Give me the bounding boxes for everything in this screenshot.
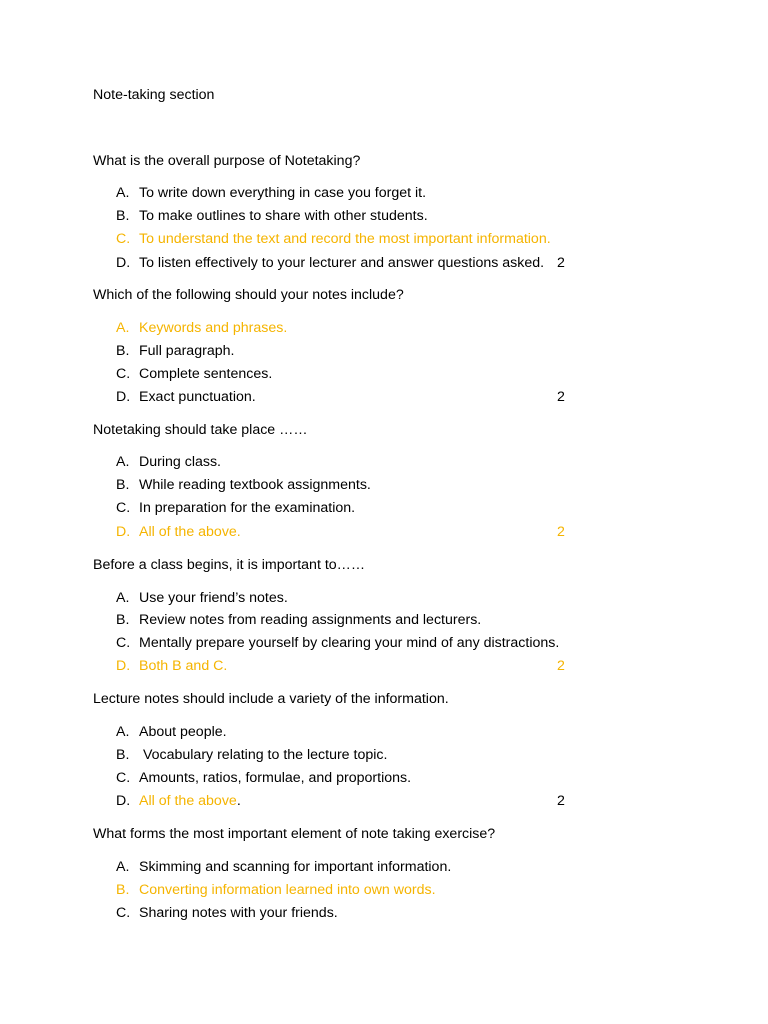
q5-option-c <box>116 770 576 788</box>
option-letter: C. <box>116 905 131 921</box>
question-2: Which of the following should your notes include? <box>93 287 404 303</box>
option-letter: A. <box>116 454 130 470</box>
option-letter: A. <box>116 724 130 740</box>
section-title: Note-taking section <box>93 87 215 103</box>
option-text: During class. <box>139 454 222 470</box>
q3-option-b <box>116 477 576 495</box>
q4-option-c <box>116 635 576 653</box>
answer-suffix: . <box>236 793 241 809</box>
option-letter: B. <box>116 882 130 898</box>
option-text: Vocabulary relating to the lecture topic. <box>139 747 388 763</box>
option-text: Both B and C. <box>139 658 228 674</box>
option-letter: D. <box>116 658 131 674</box>
option-letter: B. <box>116 343 130 359</box>
option-letter: B. <box>116 747 130 763</box>
option-letter: C. <box>116 770 131 786</box>
answer-text: All of the above <box>139 793 237 809</box>
option-letter: D. <box>116 524 131 540</box>
question-mark-value: 2 <box>557 389 565 405</box>
option-text: While reading textbook assignments. <box>139 477 371 493</box>
q5-option-a <box>116 724 576 742</box>
option-text: Use your friend’s notes. <box>139 590 288 606</box>
q3-option-a <box>116 454 576 472</box>
option-letter: D. <box>116 389 131 405</box>
option-text: In preparation for the examination. <box>139 500 356 516</box>
option-text: All of the above. <box>139 524 241 540</box>
option-text <box>139 793 241 809</box>
option-letter: A. <box>116 859 130 875</box>
option-letter: B. <box>116 477 130 493</box>
option-letter: C. <box>116 231 131 247</box>
option-letter: D. <box>116 793 131 809</box>
option-text: To understand the text and record the most important information. <box>139 231 551 247</box>
question-mark-value: 2 <box>557 255 565 271</box>
option-letter: C. <box>116 366 131 382</box>
q3-option-d-answer <box>116 524 576 542</box>
option-letter: B. <box>116 612 130 628</box>
q4-option-d-answer <box>116 658 576 676</box>
option-text: Amounts, ratios, formulae, and proportions. <box>139 770 412 786</box>
option-text: To write down everything in case you forget it. <box>139 185 427 201</box>
option-text: To listen effectively to your lecturer and answer questions asked. <box>139 255 545 271</box>
option-letter: B. <box>116 208 130 224</box>
option-text: Converting information learned into own words. <box>139 882 436 898</box>
option-text: Full paragraph. <box>139 343 235 359</box>
q2-option-b <box>116 343 576 361</box>
option-letter: A. <box>116 185 130 201</box>
option-letter: A. <box>116 320 130 336</box>
option-text: Keywords and phrases. <box>139 320 288 336</box>
option-text: Mentally prepare yourself by clearing your mind of any distractions. <box>139 635 560 651</box>
option-letter: D. <box>116 255 131 271</box>
q6-option-a <box>116 859 576 877</box>
question-6: What forms the most important element of note taking exercise? <box>93 826 496 842</box>
option-letter: A. <box>116 590 130 606</box>
option-letter: C. <box>116 500 131 516</box>
q2-option-d <box>116 389 576 407</box>
q1-option-b <box>116 208 576 226</box>
q4-option-a <box>116 590 576 608</box>
option-text: Complete sentences. <box>139 366 273 382</box>
q1-option-a <box>116 185 576 203</box>
option-text: Sharing notes with your friends. <box>139 905 338 921</box>
q2-option-a-answer <box>116 320 576 338</box>
q6-option-b-answer <box>116 882 576 900</box>
q5-option-b <box>116 747 576 765</box>
question-mark-value: 2 <box>557 793 565 809</box>
question-3: Notetaking should take place …… <box>93 422 308 438</box>
q6-option-c <box>116 905 576 923</box>
q3-option-c <box>116 500 576 518</box>
question-mark-value: 2 <box>557 658 565 674</box>
q5-option-d-answer <box>116 793 576 811</box>
question-5: Lecture notes should include a variety of the information. <box>93 691 449 707</box>
q1-option-c-answer <box>116 231 576 249</box>
q1-option-d <box>116 255 576 273</box>
option-text: Skimming and scanning for important information. <box>139 859 452 875</box>
option-text: Review notes from reading assignments and lecturers. <box>139 612 482 628</box>
question-1: What is the overall purpose of Notetaking? <box>93 153 361 169</box>
option-letter: C. <box>116 635 131 651</box>
option-text: About people. <box>139 724 227 740</box>
q2-option-c <box>116 366 576 384</box>
option-text: Exact punctuation. <box>139 389 256 405</box>
q4-option-b <box>116 612 576 630</box>
question-mark-value: 2 <box>557 524 565 540</box>
question-4: Before a class begins, it is important to…… <box>93 557 366 573</box>
option-text: To make outlines to share with other students. <box>139 208 428 224</box>
